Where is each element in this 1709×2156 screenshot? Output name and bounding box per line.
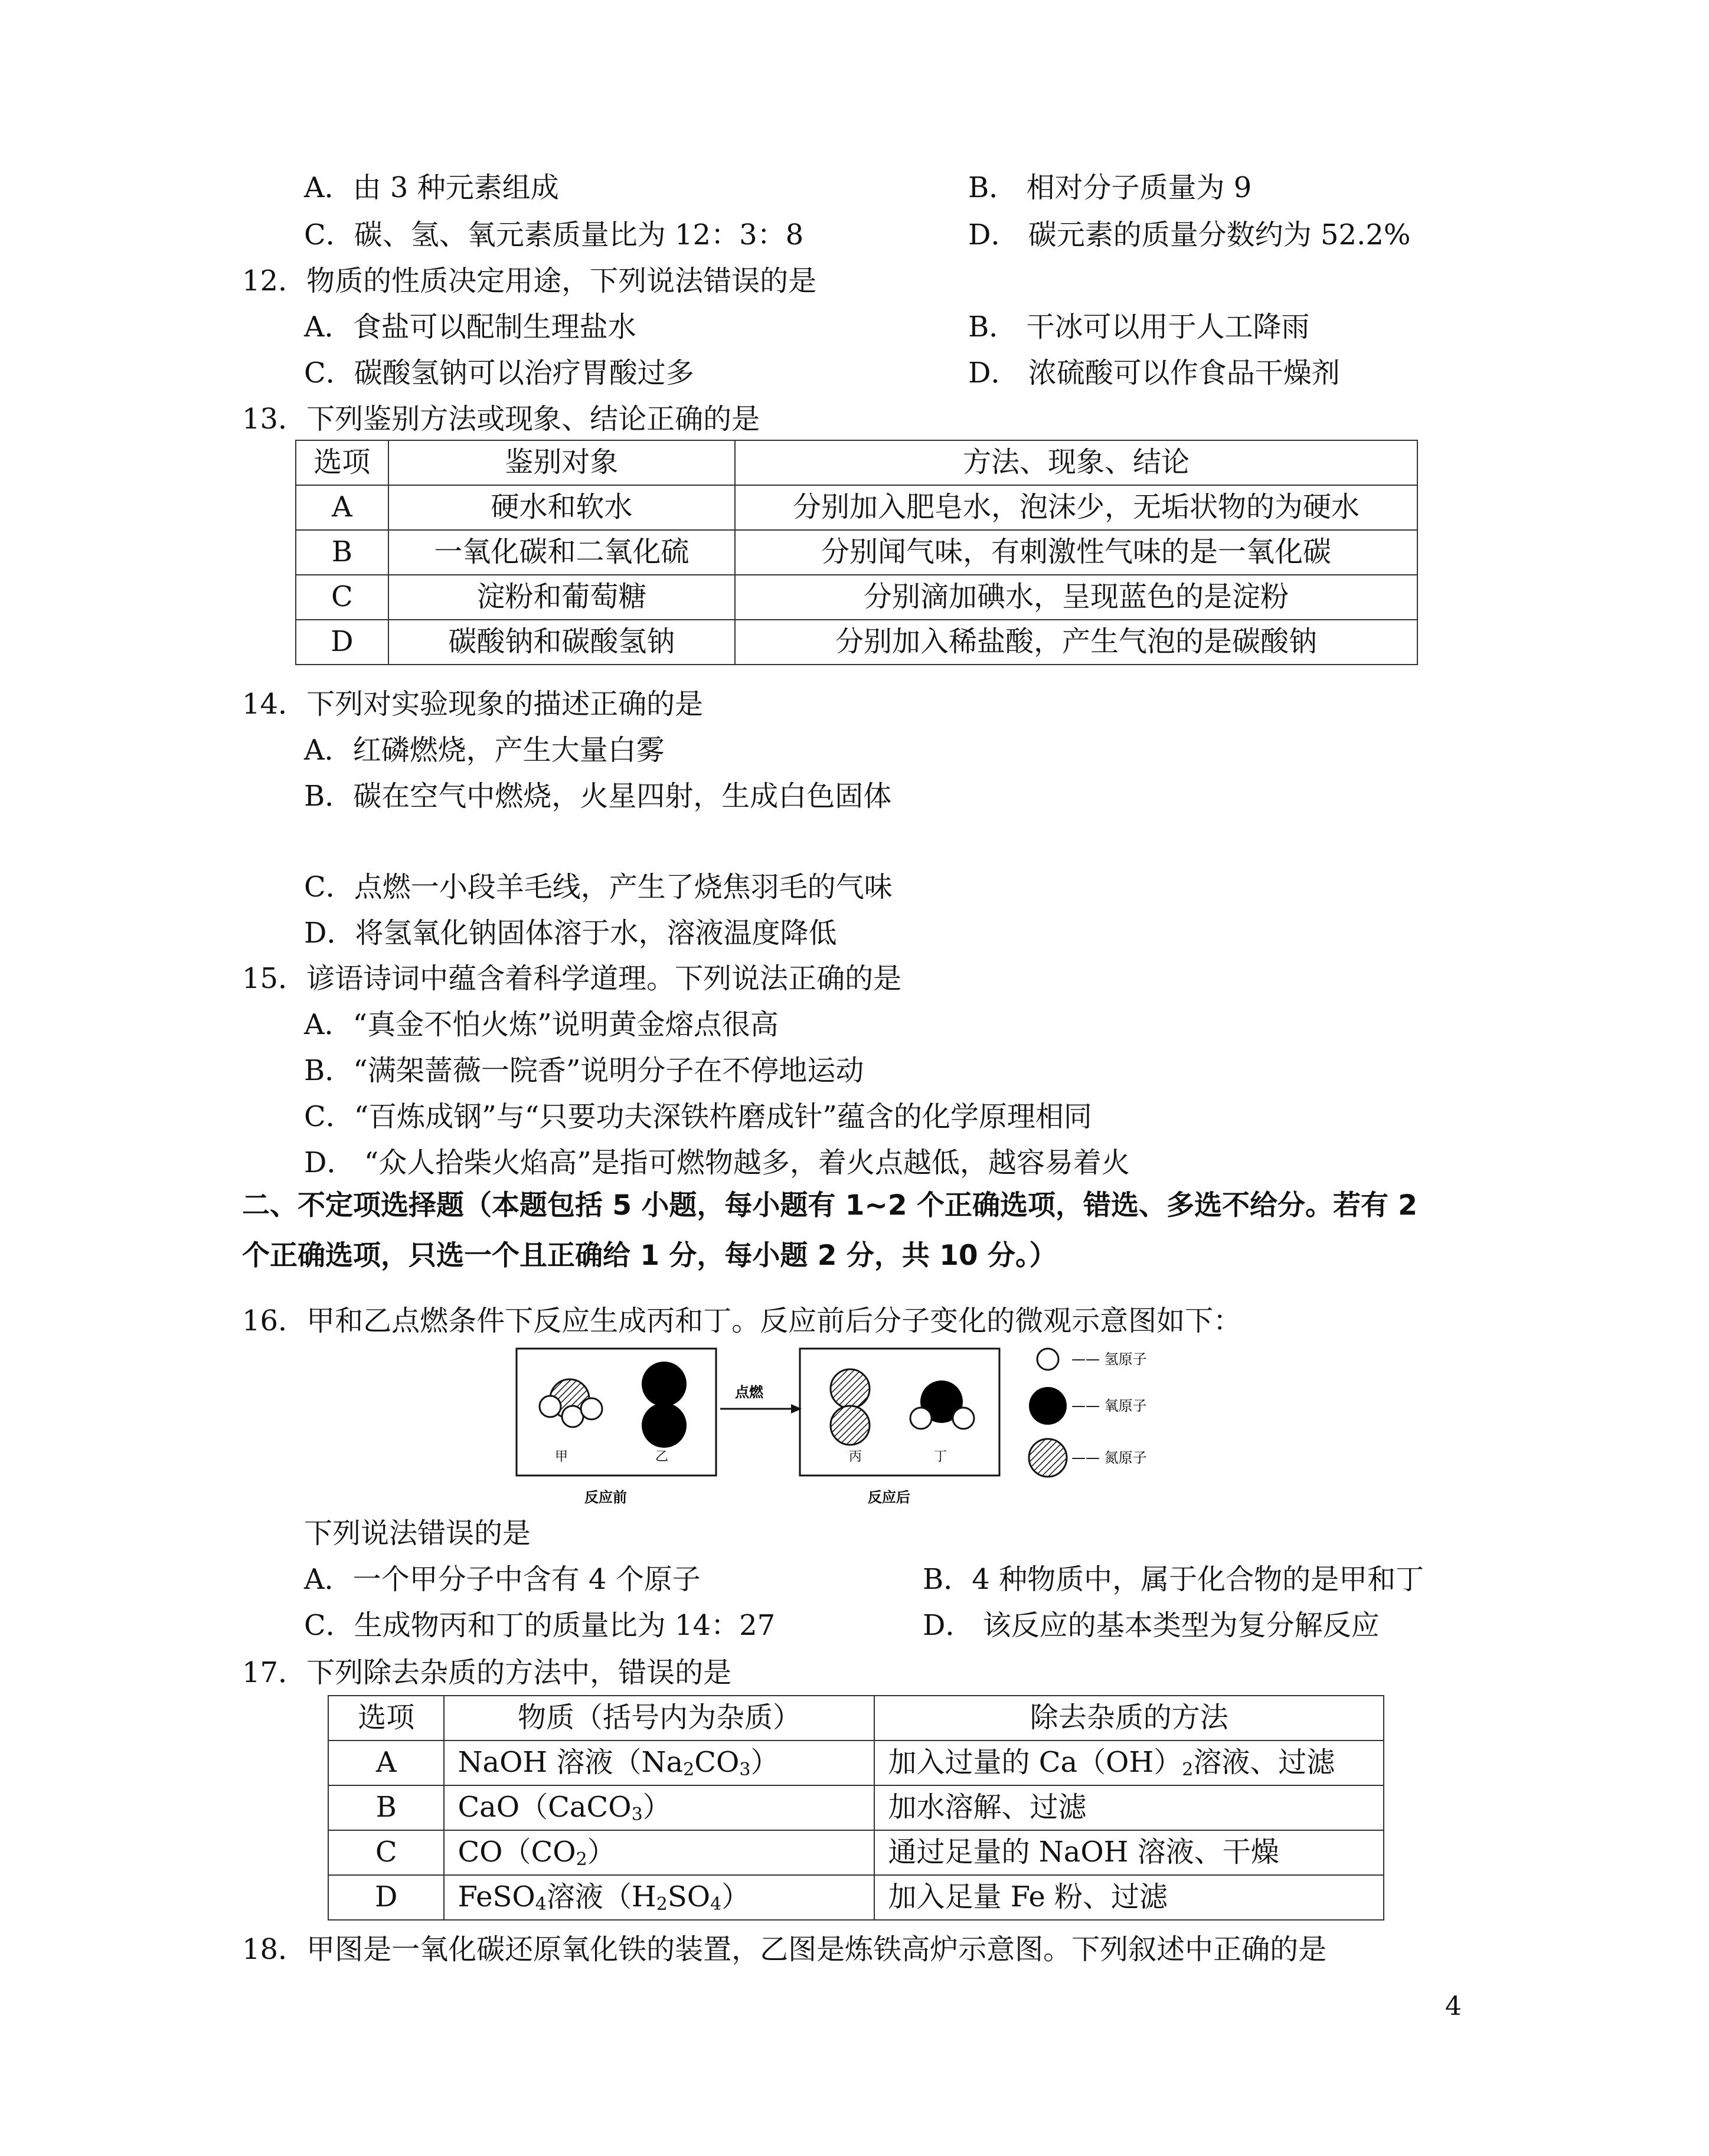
table-cell: 一氧化碳和二氧化硫 xyxy=(388,530,735,575)
q17-table xyxy=(328,1695,1384,1921)
table-header-row xyxy=(328,1696,1384,1740)
legend-hydrogen-icon xyxy=(1037,1349,1058,1370)
hydrogen-atom-icon xyxy=(953,1408,974,1429)
q18-stem: 18．甲图是一氧化碳还原氧化铁的装置，乙图是炼铁高炉示意图。下列叙述中正确的是 xyxy=(242,1933,1327,1966)
table-cell: 分别加入稀盐酸，产生气泡的是碳酸钠 xyxy=(735,620,1417,665)
table-row xyxy=(296,530,1417,575)
table-row xyxy=(296,575,1417,620)
table-header-row xyxy=(296,440,1417,485)
caption-after: 反应后 xyxy=(868,1489,910,1506)
legend-oxygen-icon xyxy=(1029,1387,1067,1425)
table-header-cell: 选项 xyxy=(328,1696,444,1740)
q12-option-c: C．碳酸氢钠可以治疗胃酸过多 xyxy=(304,356,694,390)
nitrogen-atom-icon xyxy=(831,1369,870,1408)
q11-option-a: A．由 3 种元素组成 xyxy=(304,171,559,204)
q17-stem: 17．下列除去杂质的方法中，错误的是 xyxy=(242,1656,732,1689)
q16-option-b: B．4 种物质中，属于化合物的是甲和丁 xyxy=(923,1563,1424,1596)
q12-stem: 12．物质的性质决定用途，下列说法错误的是 xyxy=(242,264,817,297)
q12-option-a: A．食盐可以配制生理盐水 xyxy=(304,310,636,343)
table-cell-substance: NaOH 溶液$(Na_2CO_3)$ xyxy=(444,1740,874,1785)
q16-option-c: C．生成物丙和丁的质量比为 14：27 xyxy=(304,1609,776,1642)
table-row xyxy=(328,1830,1384,1875)
q15-option-c: C．“百炼成钢”与“只要功夫深铁杵磨成针”蕴含的化学原理相同 xyxy=(304,1100,1092,1133)
table-cell: 分别闻气味，有刺激性气味的是一氧化碳 xyxy=(735,530,1417,575)
q14-stem: 14．下列对实验现象的描述正确的是 xyxy=(242,688,704,721)
q11-option-b: B． 相对分子质量为 9 xyxy=(968,171,1252,204)
q11-option-d: D． 碳元素的质量分数约为 52.2% xyxy=(968,218,1411,251)
q15-option-b: B．“满架蔷薇一院香”说明分子在不停地运动 xyxy=(304,1054,864,1087)
table-row xyxy=(328,1875,1384,1920)
page-number: 4 xyxy=(1445,1991,1462,2021)
legend-oxygen-label: —— 氧原子 xyxy=(1071,1398,1147,1414)
table-cell: B xyxy=(328,1785,444,1830)
section-2-heading-line-2: 个正确选项，只选一个且正确给 1 分，每小题 2 分，共 10 分。） xyxy=(242,1239,1057,1272)
table-cell: C xyxy=(328,1830,444,1875)
q16-stem: 16．甲和乙点燃条件下反应生成丙和丁。反应前后分子变化的微观示意图如下： xyxy=(242,1304,1242,1337)
table-header-cell: 鉴别对象 xyxy=(388,440,735,485)
table-cell: 碳酸钠和碳酸氢钠 xyxy=(388,620,735,665)
table-cell: B xyxy=(296,530,388,575)
arrow-label: 点燃 xyxy=(735,1384,763,1401)
table-cell-substance: FeSO$_4$溶液$(H_2SO_4)$ xyxy=(444,1875,874,1920)
table-header-cell: 物质（括号内为杂质） xyxy=(444,1696,874,1740)
table-header-cell: 方法、现象、结论 xyxy=(735,440,1417,485)
table-cell-substance: $CO(CO_2)$ xyxy=(444,1830,874,1875)
table-cell: A xyxy=(296,485,388,530)
table-cell: D xyxy=(328,1875,444,1920)
table-header-cell: 除去杂质的方法 xyxy=(874,1696,1384,1740)
q16-option-a: A．一个甲分子中含有 4 个原子 xyxy=(304,1563,701,1596)
q15-option-a: A．“真金不怕火炼”说明黄金熔点很高 xyxy=(304,1008,779,1041)
table-cell-method: 通过足量的 NaOH 溶液、干燥 xyxy=(874,1830,1384,1875)
table-cell: C xyxy=(296,575,388,620)
q13-stem: 13．下列鉴别方法或现象、结论正确的是 xyxy=(242,403,760,436)
hydrogen-atom-icon xyxy=(540,1396,561,1417)
table-row xyxy=(328,1740,1384,1785)
table-cell: 分别加入肥皂水，泡沫少，无垢状物的为硬水 xyxy=(735,485,1417,530)
q14-option-b: B．碳在空气中燃烧，火星四射，生成白色固体 xyxy=(304,780,892,813)
table-row xyxy=(296,485,1417,530)
oxygen-atom-icon xyxy=(642,1403,687,1448)
label-yi: 乙 xyxy=(655,1450,669,1464)
table-cell-substance: CaO（CaCO$_3$） xyxy=(444,1785,874,1830)
table-cell-method: 加入过量的 $Ca(OH)_2$溶液、过滤 xyxy=(874,1740,1384,1785)
table-cell-method: 加入足量 Fe 粉、过滤 xyxy=(874,1875,1384,1920)
q16-option-d: D． 该反应的基本类型为复分解反应 xyxy=(923,1609,1380,1642)
label-jia: 甲 xyxy=(555,1450,568,1464)
table-cell-method: 加水溶解、过滤 xyxy=(874,1785,1384,1830)
table-cell: 淀粉和葡萄糖 xyxy=(388,575,735,620)
label-ding: 丁 xyxy=(934,1450,947,1464)
q15-option-d: D． “众人拾柴火焰高”是指可燃物越多，着火点越低，越容易着火 xyxy=(304,1146,1130,1179)
reaction-diagram-svg xyxy=(514,1343,1222,1514)
legend-nitrogen-icon xyxy=(1029,1439,1067,1477)
table-cell: D xyxy=(296,620,388,665)
table-cell: 硬水和软水 xyxy=(388,485,735,530)
q16-sub-stem: 下列说法错误的是 xyxy=(304,1517,531,1550)
table-cell: A xyxy=(328,1740,444,1785)
table-row xyxy=(328,1785,1384,1830)
q14-option-d: D．将氢氧化钠固体溶于水，溶液温度降低 xyxy=(304,917,837,950)
nitrogen-atom-icon xyxy=(831,1406,870,1445)
hydrogen-atom-icon xyxy=(581,1398,602,1419)
q14-option-a: A．红磷燃烧，产生大量白雾 xyxy=(304,734,665,767)
q13-table xyxy=(295,440,1418,665)
legend-nitrogen-label: —— 氮原子 xyxy=(1071,1450,1147,1466)
table-header-cell: 选项 xyxy=(296,440,388,485)
q11-option-c: C．碳、氢、氧元素质量比为 12：3：8 xyxy=(304,218,804,251)
hydrogen-atom-icon xyxy=(910,1408,932,1429)
legend-hydrogen-label: —— 氢原子 xyxy=(1071,1351,1147,1367)
oxygen-atom-icon xyxy=(642,1362,687,1406)
q14-option-c: C．点燃一小段羊毛线，产生了烧焦羽毛的气味 xyxy=(304,871,893,904)
q12-option-b: B． 干冰可以用于人工降雨 xyxy=(968,310,1310,343)
q15-stem: 15．谚语诗词中蕴含着科学道理。下列说法正确的是 xyxy=(242,962,902,995)
table-row xyxy=(296,620,1417,665)
section-2-heading-line-1: 二、不定项选择题（本题包括 5 小题，每小题有 1~2 个正确选项，错选、多选不给分。若有 2 xyxy=(242,1189,1418,1222)
label-bing: 丙 xyxy=(849,1450,862,1464)
q12-option-d: D． 浓硫酸可以作食品干燥剂 xyxy=(968,356,1340,390)
caption-before: 反应前 xyxy=(584,1489,627,1506)
table-cell: 分别滴加碘水，呈现蓝色的是淀粉 xyxy=(735,575,1417,620)
reaction-diagram xyxy=(514,1343,1222,1514)
